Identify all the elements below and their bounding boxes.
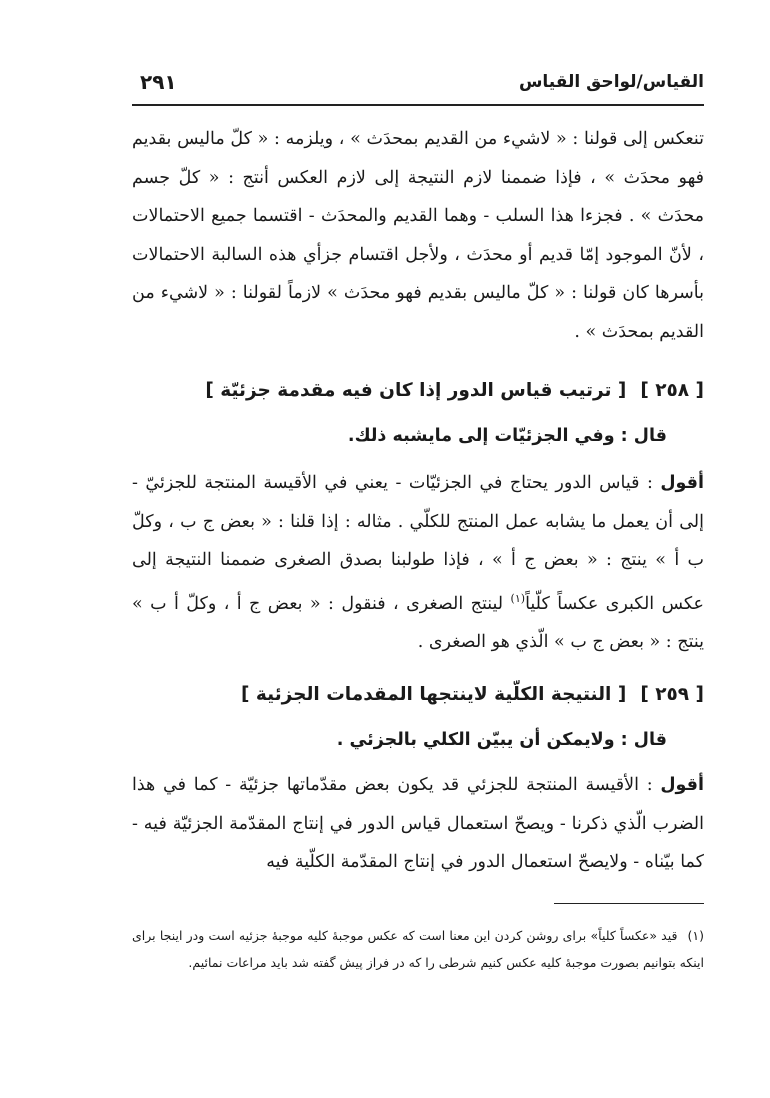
said-text: : ولايمكن أن يبيّن الكلي بالجزئي . bbox=[336, 730, 634, 750]
footnote-text: قيد «عكساً كلياً» براى روشن كردن اين معنا است كه عكس موجبهٔ كليه موجبهٔ جزئيه است ودر اينجا براى اينكه بتوانيم بصورت موجبهٔ كليه عكس كنيم شرطى را كه در فراز پيش گفته شد بايد مراعات نمائيم. bbox=[132, 928, 704, 970]
section-number: [ ٢٥٩ ] bbox=[640, 684, 704, 705]
commentary-text: : قياس الدور يحتاج في الجزئيّات - يعني في الأقيسة المنتجة للجزئيّ - إلى أن يعمل ما يشابه عمل المنتج للكلّي . مثاله : إذا قلنا : « بعض ج ب ، وكلّ ب أ » ينتج : « بعض ج أ » ، فإذا طولبنا بصدق الصغرى ضممنا النتيجة إلى عكس الكبرى عكساً كلّياً bbox=[132, 473, 704, 614]
section-title: [ النتيجة الكلّية لاينتجها المقدمات الجزئية ] bbox=[241, 684, 627, 705]
page-number: ٢٩١ bbox=[140, 70, 177, 94]
section-258-said bbox=[348, 426, 667, 446]
footnote-number: (١) bbox=[687, 928, 704, 943]
commentary-text: لينتج الصغرى ، فنقول : « بعض ج أ ، وكلّ أ ب » ينتج : « بعض ج ب » الّذي هو الصغرى . bbox=[132, 593, 704, 652]
said-label: قال bbox=[633, 426, 667, 446]
section-258-commentary bbox=[132, 464, 704, 661]
said-text: : وفي الجزئيّات إلى مايشبه ذلك. bbox=[347, 426, 634, 446]
footnote-rule bbox=[554, 903, 704, 904]
footnote-reference: (١) bbox=[510, 591, 526, 605]
running-title: القياس/لواحق القياس bbox=[518, 72, 704, 92]
footnote bbox=[132, 922, 704, 976]
section-259-heading bbox=[241, 684, 704, 705]
header-rule bbox=[132, 104, 704, 106]
section-title: [ ترتيب قياس الدور إذا كان فيه مقدمة جزئيّة ] bbox=[205, 380, 627, 401]
commentary-text: : الأقيسة المنتجة للجزئي قد يكون بعض مقدّماتها جزئيّة - كما في هذا الضرب الّذي ذكرنا - ويصحّ استعمال قياس الدور في إنتاج المقدّمة الجزئيّة فيه - كما بيّناه - ولايصحّ استعمال الدور في إنتاج المقدّمة الكلّية فيه bbox=[132, 775, 704, 872]
section-number: [ ٢٥٨ ] bbox=[640, 380, 704, 401]
say-label: أقول bbox=[660, 473, 704, 493]
said-label: قال bbox=[633, 730, 667, 750]
section-259-said bbox=[337, 730, 667, 750]
section-259-commentary bbox=[132, 766, 704, 882]
opening-paragraph: تنعكس إلى قولنا : « لاشيء من القديم بمحدَث » ، ويلزمه : « كلّ ماليس بقديم فهو محدَث » ، فإذا ضممنا لازم النتيجة إلى لازم العكس أنتج : « كلّ جسم محدَث » . فجزءا هذا السلب - وهما القديم والمحدَث - اقتسما جميع الاحتمالات ، لأنّ الموجود إمّا قديم أو محدَث ، ولأجل اقتسام جزأي هذه السالبة الاحتمالات بأسرها كان قولنا : « كلّ ماليس بقديم فهو محدَث » لازماً لقولنا : « لاشيء من القديم بمحدَث » . bbox=[132, 129, 704, 342]
say-label: أقول bbox=[660, 775, 704, 795]
section-258-heading bbox=[205, 380, 704, 401]
